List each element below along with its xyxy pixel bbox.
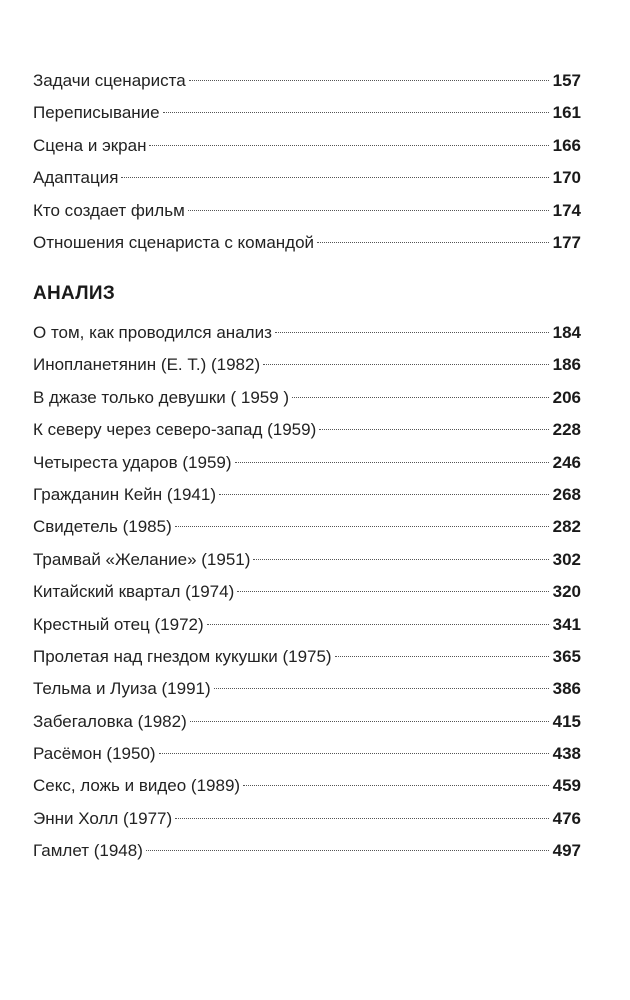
toc-entry-page: 166 <box>552 135 581 155</box>
toc-entry <box>33 803 581 835</box>
toc-leader-dots <box>235 462 549 463</box>
toc-entry-title: Трамвай «Желание» (1951) <box>33 549 251 569</box>
toc-entry-page: 497 <box>552 841 581 861</box>
toc-entry-title: Задачи сценариста <box>33 71 186 90</box>
toc-entry-page: 415 <box>552 711 581 731</box>
toc-entry-title: Переписывание <box>33 103 160 123</box>
toc-entry-page: 186 <box>552 355 581 375</box>
toc-entry-page: 341 <box>552 614 581 634</box>
toc-leader-dots <box>237 591 548 592</box>
toc-entry <box>33 414 581 446</box>
toc-entry-title: О том, как проводился анализ <box>33 323 272 342</box>
toc-entry-page: 184 <box>552 323 581 342</box>
toc-leader-dots <box>319 429 548 430</box>
toc-leader-dots <box>275 332 549 333</box>
toc-leader-dots <box>263 364 549 365</box>
toc-leader-dots <box>175 526 549 527</box>
toc-leader-dots <box>163 112 549 113</box>
toc-leader-dots <box>189 80 549 81</box>
toc-entry <box>33 706 581 738</box>
toc-entry-title: Четыреста ударов (1959) <box>33 452 232 472</box>
toc-entry-title: Энни Холл (1977) <box>33 808 173 828</box>
toc-entry-page: 170 <box>552 168 581 188</box>
toc-entry-title: Адаптация <box>33 168 119 188</box>
toc-entry-page: 302 <box>552 549 581 569</box>
toc-entry-title: Сцена и экран <box>33 135 147 155</box>
toc-entry-title: В джазе только девушки ( 1959 ) <box>33 387 290 407</box>
toc-entry-page: 206 <box>552 387 581 407</box>
toc-leader-dots <box>175 818 548 819</box>
toc-leader-dots <box>219 494 549 495</box>
toc-entry <box>33 544 581 576</box>
toc-entry-title: Расёмон (1950) <box>33 744 156 764</box>
toc-entry-page: 268 <box>552 484 581 504</box>
toc-entry-title: Тельма и Луиза (1991) <box>33 679 211 699</box>
toc-entry-page: 476 <box>552 808 581 828</box>
toc-entry-page: 438 <box>552 744 581 764</box>
toc-leader-dots <box>146 850 549 851</box>
toc-entry <box>33 673 581 705</box>
toc-entry-title: Гамлет (1948) <box>33 841 143 861</box>
toc-entry-title: Крестный отец (1972) <box>33 614 204 634</box>
toc-entry-title: К северу через северо-запад (1959) <box>33 420 317 440</box>
toc-leader-dots <box>207 624 549 625</box>
toc-entry <box>33 227 581 259</box>
toc-entry <box>33 349 581 381</box>
toc-entry-title: Кто создает фильм <box>33 200 185 220</box>
toc-entry <box>33 738 581 770</box>
toc-entry <box>33 130 581 162</box>
toc-entry <box>33 65 581 97</box>
toc-entry-page: 161 <box>552 103 581 123</box>
toc-entry-page: 282 <box>552 517 581 537</box>
toc-entry <box>33 162 581 194</box>
toc-leader-dots <box>243 785 549 786</box>
toc-entry-page: 386 <box>552 679 581 699</box>
toc-entry <box>33 770 581 802</box>
toc-section-2 <box>33 317 581 868</box>
toc-entry <box>33 382 581 414</box>
toc-leader-dots <box>188 210 549 211</box>
toc-entry-page: 177 <box>552 232 581 252</box>
toc-leader-dots <box>292 397 549 398</box>
toc-leader-dots <box>159 753 549 754</box>
toc-entry <box>33 195 581 227</box>
toc-entry <box>33 641 581 673</box>
toc-entry <box>33 97 581 129</box>
toc-leader-dots <box>214 688 549 689</box>
toc-entry-page: 320 <box>552 582 581 602</box>
toc-entry-title: Секс, ложь и видео (1989) <box>33 776 241 796</box>
toc-entry-page: 246 <box>552 452 581 472</box>
toc-entry-page: 157 <box>552 71 581 90</box>
toc-entry-page: 459 <box>552 776 581 796</box>
toc-leader-dots <box>121 177 548 178</box>
toc-leader-dots <box>253 559 548 560</box>
toc-entry-page: 174 <box>552 200 581 220</box>
toc-entry <box>33 479 581 511</box>
section-heading: АНАЛИЗ <box>33 283 116 304</box>
toc-entry-title: Свидетель (1985) <box>33 517 172 537</box>
toc-entry-title: Пролетая над гнездом кукушки (1975) <box>33 646 332 666</box>
toc-section-1 <box>33 65 581 259</box>
toc-entry <box>33 835 581 867</box>
toc-entry-title: Китайский квартал (1974) <box>33 582 235 602</box>
toc-leader-dots <box>149 145 548 146</box>
toc-entry-title: Гражданин Кейн (1941) <box>33 484 217 504</box>
toc-entry <box>33 511 581 543</box>
toc-entry-page: 228 <box>552 420 581 440</box>
toc-entry-title: Отношения сценариста с командой <box>33 232 315 252</box>
toc-entry-title: Забегаловка (1982) <box>33 711 187 731</box>
toc-leader-dots <box>317 242 549 243</box>
toc-leader-dots <box>335 656 549 657</box>
toc-entry-page: 365 <box>552 646 581 666</box>
toc-entry <box>33 447 581 479</box>
toc-entry <box>33 576 581 608</box>
toc-entry <box>33 609 581 641</box>
toc-leader-dots <box>190 721 549 722</box>
toc-entry <box>33 317 581 349</box>
toc-entry-title: Инопланетянин (Е. Т.) (1982) <box>33 355 261 375</box>
